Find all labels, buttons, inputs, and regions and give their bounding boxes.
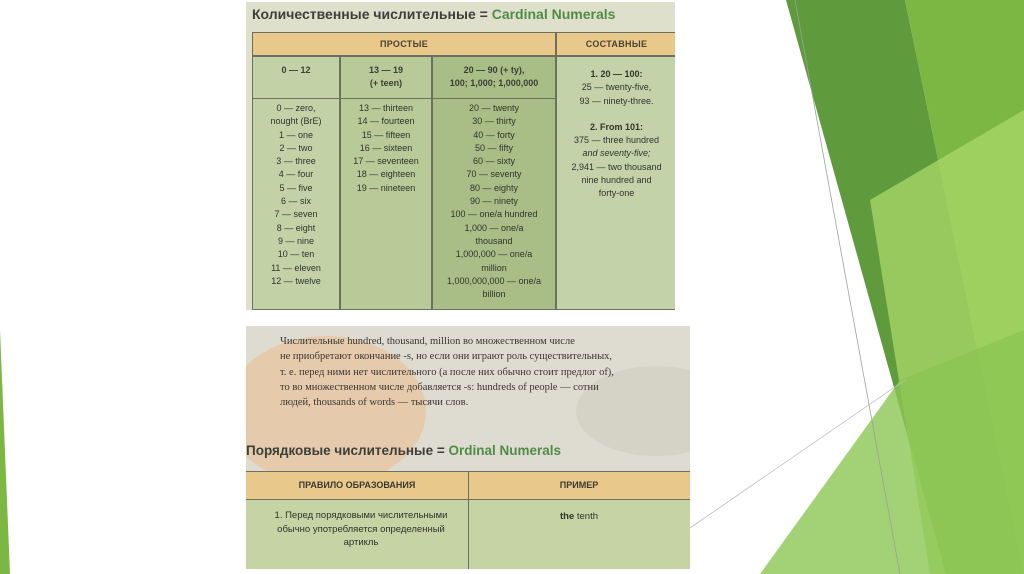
col1-list [252, 102, 340, 288]
example-article: the [559, 511, 575, 522]
list-item: 2. From 101: [589, 121, 644, 132]
list-item: 1. 20 — 100: [590, 69, 643, 79]
ordinal-numerals-image [246, 326, 690, 569]
list-item: 16 — sixteen [359, 142, 413, 153]
list-item: 25 — twenty-five, [581, 82, 652, 93]
col2-head-line2: (+ teen) [369, 78, 403, 88]
list-item: 18 — eighteen [356, 169, 416, 180]
list-item: 1,000,000,000 — one/a [446, 275, 542, 286]
cardinal-numerals-image [246, 2, 675, 310]
ordinal-title-en: Ordinal Numerals [448, 443, 562, 458]
col3-head-line1: 20 — 90 (+ ty), [463, 65, 525, 75]
left-green-strip [0, 330, 10, 574]
list-item: thousand [475, 235, 513, 246]
list-item: 9 — nine [277, 235, 315, 246]
cardinal-table [252, 32, 675, 310]
list-item: 7 — seven [274, 209, 318, 220]
list-item [556, 108, 675, 121]
list-item: 90 — ninety [469, 196, 519, 207]
list-item: 13 — thirteen [358, 103, 414, 113]
header-simple: ПРОСТЫЕ [379, 39, 429, 49]
list-item: nine hundred and [581, 175, 652, 186]
list-item: 93 — ninety-three. [579, 95, 654, 106]
note-line: то во множественном числе добавляется -s: hundreds of people — сотни [280, 381, 599, 393]
example-word: tenth [576, 511, 599, 522]
header-example: ПРИМЕР [559, 480, 599, 490]
list-item: 3 — three [276, 156, 316, 167]
list-item: 8 — eight [276, 222, 316, 233]
col3-list [432, 102, 556, 301]
list-item: 10 — ten [277, 249, 315, 260]
list-item: 1 — one [278, 129, 314, 140]
list-item: billion [482, 289, 506, 300]
list-item: 4 — four [278, 169, 314, 180]
list-item: 70 — seventy [466, 169, 522, 180]
list-item: 15 — fifteen [361, 129, 411, 140]
col3-head [432, 64, 556, 90]
list-item: 2 — two [279, 142, 313, 153]
note-line: людей, thousands of words — тысячи слов. [280, 397, 469, 409]
list-item: forty-one [598, 188, 635, 199]
ordinal-title [246, 443, 561, 458]
cardinal-title-ru: Количественные числительные = [252, 6, 488, 22]
rule-line: обычно употребляется определенный [277, 523, 445, 535]
list-item: 0 — zero, [276, 103, 316, 113]
list-item: 12 — twelve [271, 275, 321, 286]
list-item: 17 — seventeen [353, 156, 419, 167]
col1-head: 0 — 12 [281, 65, 311, 75]
list-item: 6 — six [280, 196, 311, 207]
ordinal-line-mid [246, 499, 690, 500]
ordinal-title-ru: Порядковые числительные = [246, 443, 445, 458]
compound-list [556, 68, 675, 201]
rule-line: 1. Перед порядковыми числительными [274, 510, 448, 521]
ordinal-example [468, 511, 690, 522]
list-item: 11 — eleven [271, 262, 321, 273]
note-line: Числительные hundred, thousand, million во множественном числе [280, 336, 575, 347]
ordinal-line-top [246, 471, 690, 472]
list-item: 100 — one/a hundred [450, 209, 538, 220]
header-compound: СОСТАВНЫЕ [585, 39, 648, 49]
list-item: 60 — sixty [472, 156, 515, 167]
header-rule: ПРАВИЛО ОБРАЗОВАНИЯ [298, 480, 416, 490]
list-item: and seventy-five; [582, 148, 651, 159]
note-line: т. е. перед ними нет числительного (а после них обычно стоит предлог of), [280, 366, 614, 378]
list-item: 40 — forty [473, 129, 515, 140]
list-item: million [481, 262, 507, 273]
list-item: nought (BrE) [270, 116, 322, 127]
list-item: 375 — three hundred [573, 135, 660, 146]
list-item: 50 — fifty [474, 142, 513, 153]
list-item: 80 — eighty [469, 182, 519, 193]
list-item: 30 — thirty [472, 116, 516, 127]
list-item: 1,000 — one/a [464, 222, 524, 233]
cardinal-title [252, 6, 615, 22]
col2-head-line1: 13 — 19 [368, 65, 404, 75]
ordinal-rule [256, 509, 466, 550]
plural-note [280, 334, 680, 410]
list-item: 20 — twenty [468, 103, 520, 113]
list-item: 2,941 — two thousand [571, 161, 662, 172]
rule-line: артикль [343, 537, 379, 548]
col2-head [340, 64, 432, 90]
col2-list [340, 102, 432, 195]
list-item: 14 — fourteen [357, 116, 415, 127]
list-item: 19 — nineteen [356, 182, 416, 193]
list-item: 1,000,000 — one/a [455, 249, 533, 260]
cardinal-title-en: Cardinal Numerals [491, 6, 616, 22]
note-line: не приобретают окончание -s, но если они играют роль существительных, [280, 351, 613, 363]
col3-head-line2: 100; 1,000; 1,000,000 [449, 78, 539, 88]
list-item: 5 — five [279, 182, 313, 193]
